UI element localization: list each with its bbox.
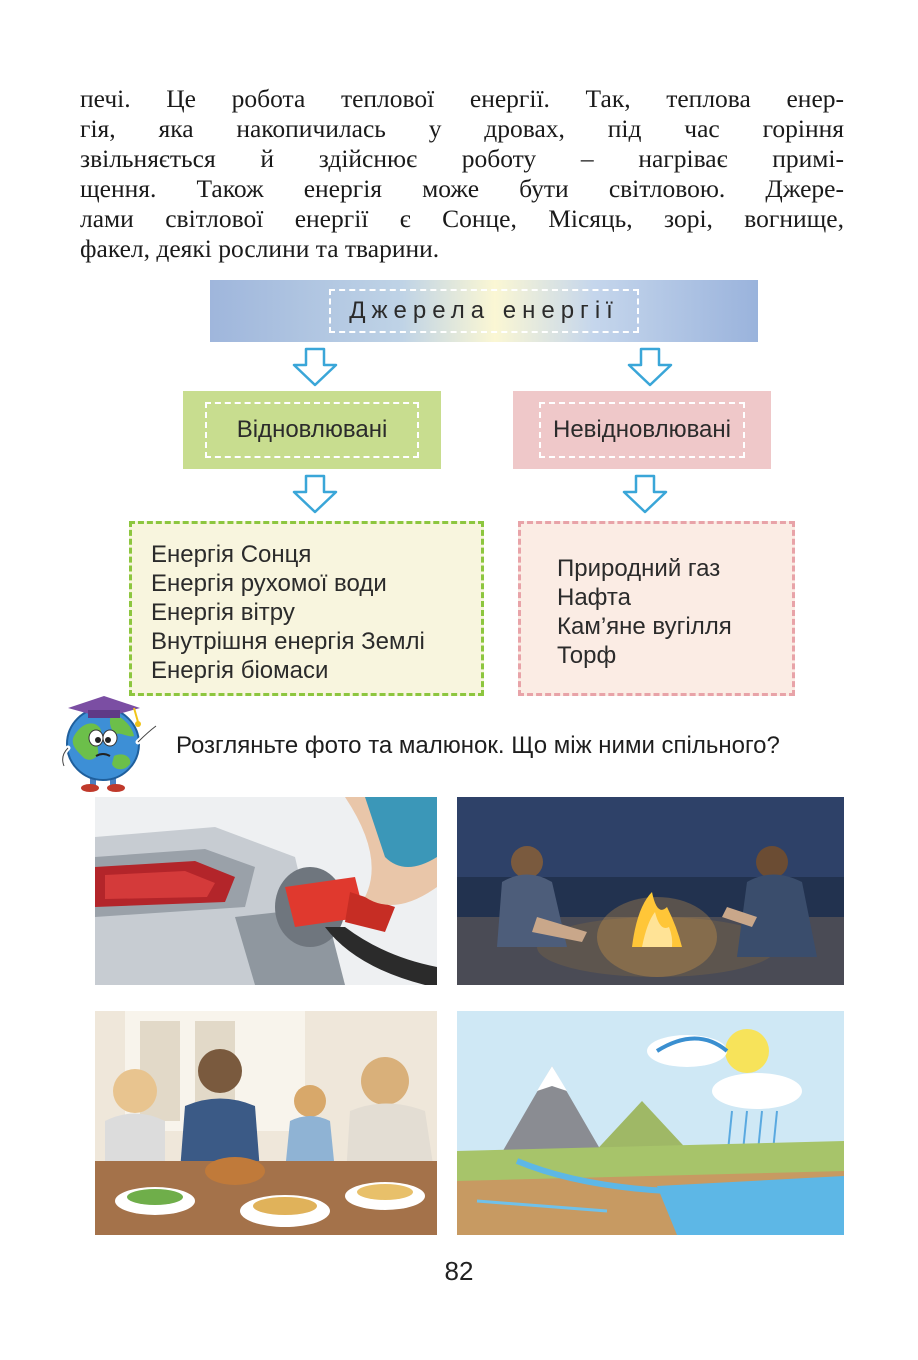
list-item: Торф: [557, 642, 617, 669]
picture-water-cycle: [457, 1011, 844, 1235]
nonrenewable-sources-list: [518, 521, 795, 696]
photo-campfire: [457, 797, 844, 985]
list-item: Природний газ: [557, 555, 721, 582]
renewable-sources-list: [129, 521, 484, 696]
down-arrow-outline-icon: [627, 347, 673, 387]
intro-line: щення. Також енергія може бути світловою. Джере-: [80, 174, 844, 203]
down-arrow-outline-icon: [292, 347, 338, 387]
intro-line: звільняється й здійснює роботу – нагріває примі-: [80, 144, 844, 173]
nonrenewable-category-box: [513, 391, 771, 469]
intro-paragraph: [80, 84, 844, 264]
list-item: Енергія біомаси: [151, 657, 329, 684]
list-item: Енергія рухомої води: [151, 570, 387, 597]
page-number: 82: [444, 1256, 474, 1286]
globe-mascot-icon: [52, 686, 160, 794]
intro-line: лами світлової енергії є Сонце, Місяць, зорі, вогнище,: [80, 204, 844, 233]
list-item: Енергія Сонця: [151, 541, 312, 568]
list-item: Внутрішня енергія Землі: [151, 628, 425, 655]
energy-sources-title-bar: [210, 280, 758, 342]
down-arrow-outline-icon: [622, 474, 668, 514]
intro-line: факел, деякі рослини та тварини.: [80, 234, 440, 263]
nonrenewable-label: Невідновлювані: [539, 402, 745, 458]
intro-line: печі. Це робота теплової енергії. Так, теплова енер-: [80, 84, 844, 113]
photo-family-dinner: [95, 1011, 437, 1235]
question-text: Розгляньте фото та малюнок. Що між ними спільного?: [176, 732, 780, 759]
list-item: Кам’яне вугілля: [557, 613, 732, 640]
energy-sources-title: Джерела енергії: [329, 289, 639, 333]
intro-line: гія, яка накопичилась у дровах, під час горіння: [80, 114, 844, 143]
photo-car-refueling: [95, 797, 437, 985]
list-item: Енергія вітру: [151, 599, 295, 626]
renewable-category-box: [183, 391, 441, 469]
down-arrow-outline-icon: [292, 474, 338, 514]
renewable-label: Відновлювані: [205, 402, 420, 458]
list-item: Нафта: [557, 584, 631, 611]
